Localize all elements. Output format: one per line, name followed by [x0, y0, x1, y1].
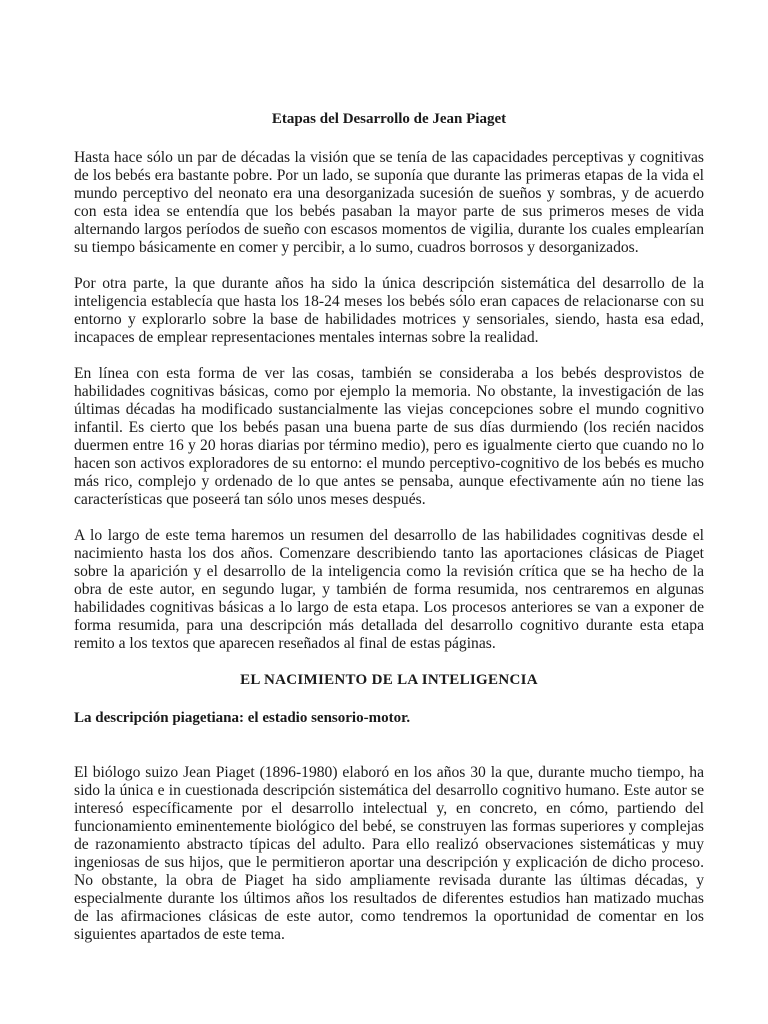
section-paragraph: El biólogo suizo Jean Piaget (1896-1980) elaboró en los años 30 la que, durante mucho tiempo, ha sido la única e in cuestionada descripción sistemática del desarrollo cognitivo humano. Este autor se interesó específicamente por el desarrollo intelectual y, en concreto, en cómo, partiendo del funcionamiento eminentemente biológico del bebé, se construyen las formas superiores y complejas de razonamiento abstracto típicas del adulto. Para ello realizó observaciones sistemáticas y muy ingeniosas de sus hijos, que le permitieron aportar una descripción y explicación de dicho proceso. No obstante, la obra de Piaget ha sido ampliamente revisada durante las últimas décadas, y especialmente durante los últimos años los resultados de diferentes estudios han matizado muchas de las afirmaciones clásicas de este autor, como tendremos la oportunidad de comentar en los siguientes apartados de este tema. — [74, 764, 704, 943]
paragraph-1: Hasta hace sólo un par de décadas la visión que se tenía de las capacidades perceptivas y cognitivas de los bebés era bastante pobre. Por un lado, se suponía que durante las primeras etapas de la vida el mundo perceptivo del neonato era una desorganizada sucesión de sueños y sombras, y de acuerdo con esta idea se entendía que los bebés pasaban la mayor parte de sus primeros meses de vida alternando largos períodos de sueño con escasos momentos de vigilia, durante los cuales emplearían su tiempo básicamente en comer y percibir, a lo sumo, cuadros borrosos y desorganizados. — [74, 149, 704, 256]
paragraph-3: En línea con esta forma de ver las cosas, también se consideraba a los bebés desprovistos de habilidades cognitivas básicas, como por ejemplo la memoria. No obstante, la investigación de las últimas décadas ha modificado sustancialmente las viejas concepciones sobre el mundo cognitivo infantil. Es cierto que los bebés pasan una buena parte de sus días durmiendo (los recién nacidos duermen entre 16 y 20 horas diarias por término medio), pero es igualmente cierto que cuando no lo hacen son activos exploradores de su entorno: el mundo perceptivo-cognitivo de los bebés es mucho más rico, complejo y ordenado de lo que antes se pensaba, aunque efectivamente aún no tiene las características que poseerá tan sólo unos meses después. — [74, 365, 704, 508]
paragraph-4: A lo largo de este tema haremos un resumen del desarrollo de las habilidades cognitivas desde el nacimiento hasta los dos años. Comenzare describiendo tanto las aportaciones clásicas de Piaget sobre la aparición y el desarrollo de la inteligencia como la revisión crítica que se ha hecho de la obra de este autor, en segundo lugar, y también de forma resumida, nos centraremos en algunas habilidades cognitivas básicas a lo largo de esta etapa. Los procesos anteriores se van a exponer de forma resumida, para una descripción más detallada del desarrollo cognitivo durante esta etapa remito a los textos que aparecen reseñados al final de estas páginas. — [74, 527, 704, 652]
paragraph-2: Por otra parte, la que durante años ha sido la única descripción sistemática del desarrollo de la inteligencia establecía que hasta los 18-24 meses los bebés sólo eran capaces de relacionarse con su entorno y explorarlo sobre la base de habilidades motrices y sensoriales, siendo, hasta esa edad, incapaces de emplear representaciones mentales internas sobre la realidad. — [74, 275, 704, 346]
document-title: Etapas del Desarrollo de Jean Piaget — [271, 111, 507, 127]
section-heading: EL NACIMIENTO DE LA INTELIGENCIA — [240, 672, 538, 688]
sub-heading: La descripción piagetiana: el estadio sensorio-motor. — [74, 710, 411, 726]
